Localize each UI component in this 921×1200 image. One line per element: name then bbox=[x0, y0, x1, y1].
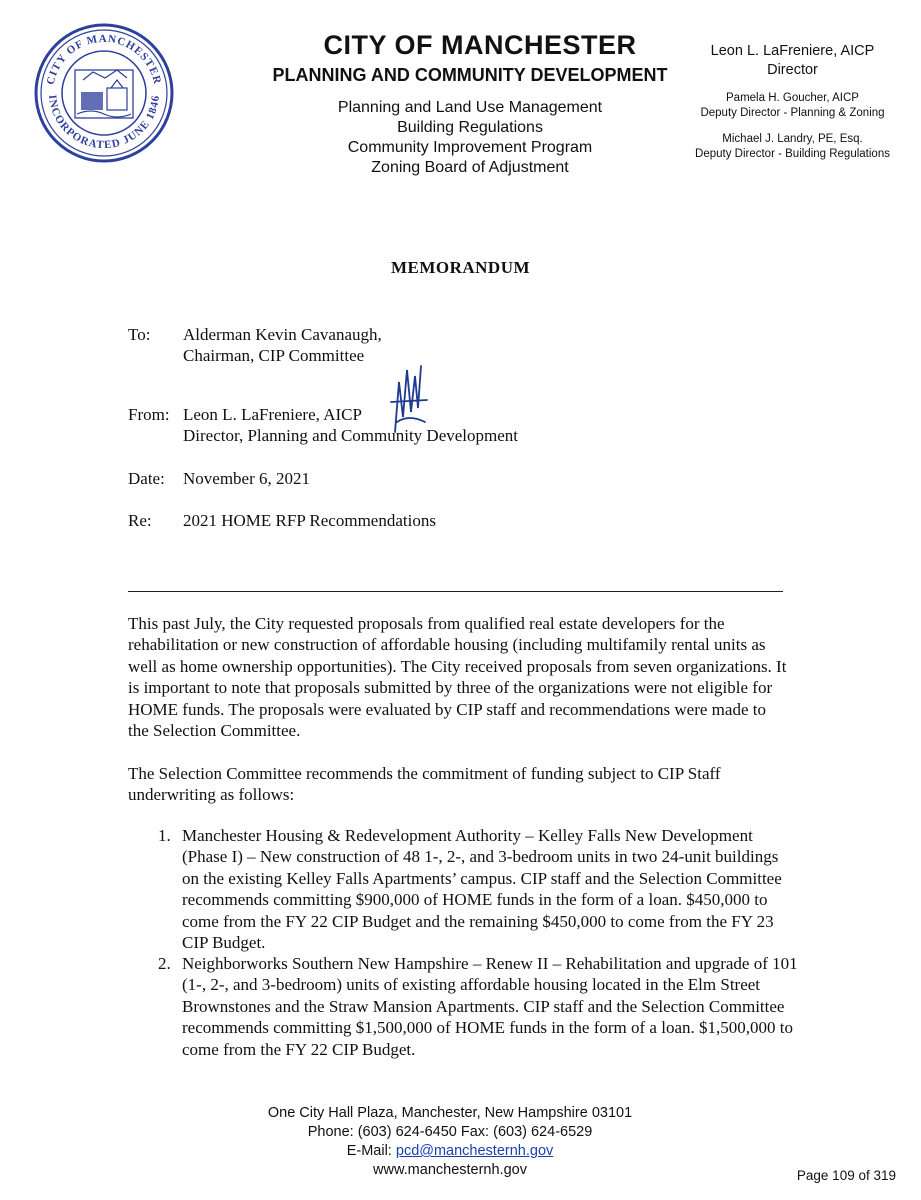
footer-email-link[interactable]: pcd@manchesternh.gov bbox=[395, 1143, 554, 1159]
list-item bbox=[158, 953, 798, 1060]
staff-list bbox=[680, 42, 905, 162]
seal-text-top: CITY OF MANCHESTER bbox=[44, 32, 164, 86]
from-sender-title: Director, Planning and Community Development bbox=[183, 426, 519, 445]
re-label: Re: bbox=[128, 511, 152, 530]
re-value: 2021 HOME RFP Recommendations bbox=[183, 511, 436, 530]
deputy-building-title: Deputy Director - Building Regulations bbox=[695, 148, 890, 160]
footer-phone: Phone: (603) 624-6450 Fax: (603) 624-6529 bbox=[307, 1124, 593, 1140]
memo-heading: MEMORANDUM bbox=[390, 258, 531, 277]
letterhead-title bbox=[200, 30, 700, 178]
footer-contact bbox=[200, 1104, 700, 1180]
deputy-planning bbox=[680, 91, 905, 121]
to-field bbox=[128, 324, 382, 366]
footer-email-label: E-Mail: bbox=[346, 1143, 392, 1159]
deputy-building-name: Michael J. Landry, PE, Esq. bbox=[722, 133, 863, 145]
list-item bbox=[158, 825, 798, 953]
date-label: Date: bbox=[128, 469, 165, 488]
program-list bbox=[240, 98, 700, 178]
re-field bbox=[128, 510, 436, 531]
deputy-building bbox=[680, 132, 905, 162]
footer-address: One City Hall Plaza, Manchester, New Hampshire 03101 bbox=[267, 1105, 633, 1121]
program-item: Community Improvement Program bbox=[347, 139, 593, 156]
list-item-text: Manchester Housing & Redevelopment Authority – Kelley Falls New Development (Phase I) – New construction of 48 1-, 2-, and 3-bedroom units in two 24-unit buildings on the existing Kelley Falls Apartments’ campus. CIP staff and the Selection Committee recommends committing $900,000 of HOME funds in the form of a loan. $450,000 to come from the FY 22 CIP Budget and the remaining $450,000 to come from the FY 23 CIP Budget. bbox=[182, 826, 782, 953]
director-title: Director bbox=[767, 62, 818, 78]
to-recipient-title: Chairman, CIP Committee bbox=[183, 346, 365, 365]
to-label: To: bbox=[128, 325, 151, 344]
date-value: November 6, 2021 bbox=[183, 469, 311, 488]
program-item: Building Regulations bbox=[397, 119, 543, 136]
page-number: Page 109 of 319 bbox=[796, 1168, 896, 1183]
director-name: Leon L. LaFreniere, AICP bbox=[710, 43, 875, 59]
list-item-number: 2. bbox=[158, 954, 171, 973]
body-paragraph-1: This past July, the City requested proposals from qualified real estate developers for the rehabilitation or new construction of affordable housing (including multifamily rental units as well as home ownership opportunities). The City received proposals from seven organizations. It is important to note that proposals submitted by three of the organizations were not eligible for HOME funds. The proposals were evaluated by CIP staff and recommendations were made to the Selection Committee. bbox=[128, 614, 787, 741]
signature-initials bbox=[385, 362, 433, 437]
department-title: PLANNING AND COMMUNITY DEVELOPMENT bbox=[272, 65, 668, 85]
footer-website[interactable]: www.manchesternh.gov bbox=[373, 1162, 527, 1178]
to-recipient: Alderman Kevin Cavanaugh, bbox=[183, 325, 382, 344]
from-sender: Leon L. LaFreniere, AICP bbox=[183, 405, 362, 424]
seal-text-bottom: INCORPORATED JUNE 1846 bbox=[45, 94, 163, 152]
list-item-number: 1. bbox=[158, 826, 171, 845]
from-label: From: bbox=[128, 405, 170, 424]
city-seal bbox=[33, 22, 175, 164]
from-field bbox=[128, 404, 518, 446]
city-title: CITY OF MANCHESTER bbox=[323, 30, 637, 60]
program-item: Planning and Land Use Management bbox=[337, 99, 603, 116]
deputy-planning-name: Pamela H. Goucher, AICP bbox=[726, 92, 859, 104]
program-item: Zoning Board of Adjustment bbox=[371, 159, 569, 176]
body-paragraph-2: The Selection Committee recommends the commitment of funding subject to CIP Staff underwriting as follows: bbox=[128, 764, 721, 805]
date-field bbox=[128, 468, 310, 489]
deputy-planning-title: Deputy Director - Planning & Zoning bbox=[700, 107, 885, 119]
divider bbox=[128, 591, 783, 592]
list-item-text: Neighborworks Southern New Hampshire – Renew II – Rehabilitation and upgrade of 101 (1-, 2-, and 3-bedroom) units of existing affordable housing located in the Elm Street Brownstones and the Straw Mansion Apartments. CIP staff and the Selection Committee recommends committing $1,500,000 of HOME funds in the form of a loan. $1,500,000 to come from the FY 22 CIP Budget. bbox=[182, 954, 798, 1059]
